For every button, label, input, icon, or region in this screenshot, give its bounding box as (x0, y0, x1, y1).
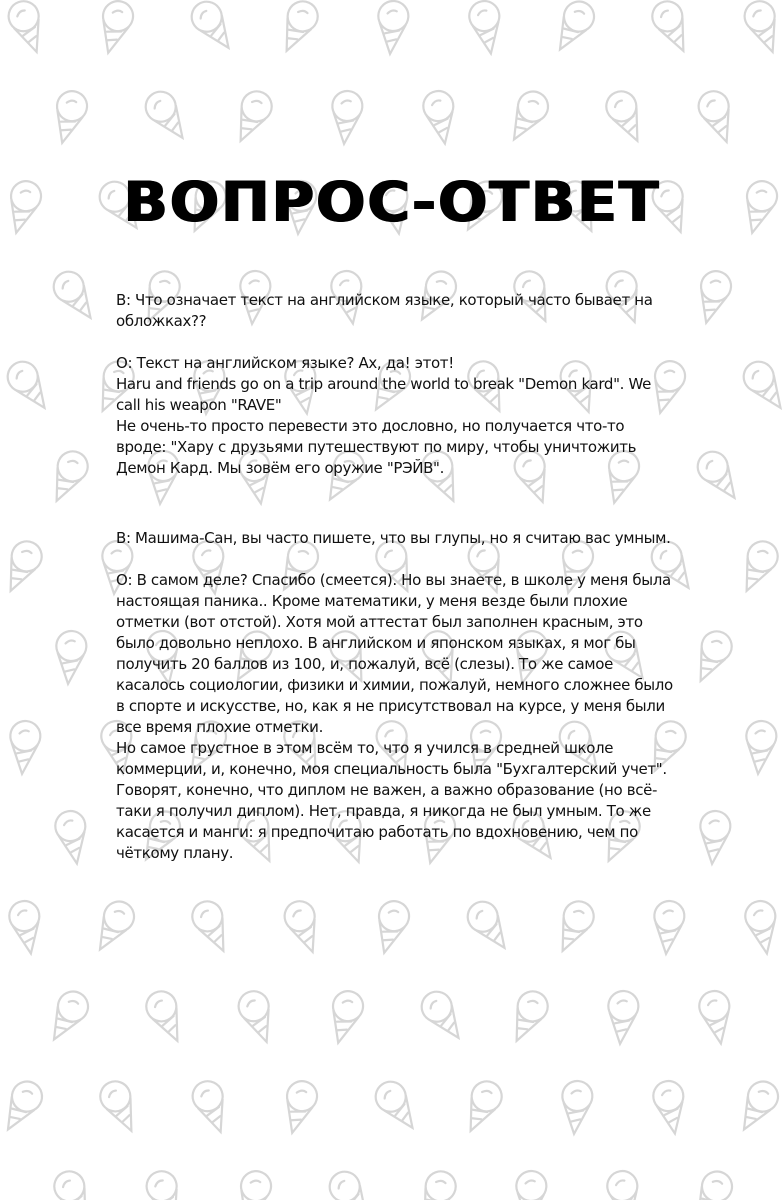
qa-item-1 (116, 290, 676, 479)
ice-cream-doodle-icon (186, 0, 241, 56)
ice-cream-doodle-icon (547, 0, 599, 57)
ice-cream-doodle-icon (694, 87, 740, 147)
ice-cream-doodle-icon (94, 0, 137, 57)
question-1: В: Что означает текст на английском языке, который часто бывает на обложках?? (116, 291, 653, 330)
answer-1-line-2: Haru and friends go on a trip around the world to break "Demon kard". We call his weapon "RAVE" (116, 375, 651, 414)
ice-cream-doodle-icon (142, 1167, 188, 1200)
ice-cream-doodle-icon (187, 896, 237, 957)
answer-2-line-2: Но самое грустное в этом всём то, что я учился в средней школе коммерции, и, конечно, моя специальность была "Бухгалтерский учет". Говорят, конечно, что диплом не важен, а важно образование (но всё-таки я получил диплом). Нет, правда, я никогда не был умным. То же касается и манги: я предпочитаю работать по вдохновению, чем по чёткому плану. (116, 739, 667, 862)
ice-cream-doodle-icon (7, 720, 42, 775)
ice-cream-doodle-icon (4, 0, 50, 57)
ice-cream-doodle-icon (53, 630, 88, 685)
ice-cream-doodle-icon (687, 626, 737, 687)
ice-cream-doodle-icon (467, 0, 506, 56)
qa-item-2 (116, 528, 676, 864)
ice-cream-doodle-icon (605, 990, 640, 1045)
ice-cream-doodle-icon (692, 268, 735, 327)
ice-cream-doodle-icon (324, 1166, 379, 1200)
ice-cream-doodle-icon (685, 1166, 737, 1200)
spacer (116, 332, 676, 353)
ice-cream-doodle-icon (651, 900, 686, 955)
ice-cream-doodle-icon (697, 989, 736, 1046)
ice-cream-doodle-icon (0, 536, 47, 597)
ice-cream-doodle-icon (411, 1166, 461, 1200)
ice-cream-doodle-icon (273, 0, 323, 57)
ice-cream-doodle-icon (53, 809, 92, 866)
ice-cream-doodle-icon (743, 899, 782, 956)
ice-cream-doodle-icon (416, 986, 471, 1047)
ice-cream-doodle-icon (49, 1166, 99, 1200)
ice-cream-doodle-icon (370, 1076, 425, 1137)
ice-cream-doodle-icon (740, 0, 784, 57)
ice-cream-doodle-icon (559, 1080, 594, 1135)
ice-cream-doodle-icon (280, 897, 326, 957)
ice-cream-doodle-icon (733, 536, 783, 597)
ice-cream-doodle-icon (421, 89, 460, 146)
ice-cream-doodle-icon (651, 1079, 690, 1136)
ice-cream-doodle-icon (48, 88, 91, 147)
ice-cream-doodle-icon (140, 86, 195, 147)
ice-cream-doodle-icon (0, 1076, 47, 1137)
ice-cream-doodle-icon (87, 896, 139, 957)
ice-cream-doodle-icon (692, 446, 747, 507)
ice-cream-doodle-icon (601, 86, 651, 147)
page-title: ВОПРОС-ОТВЕТ (123, 169, 661, 235)
ice-cream-doodle-icon (232, 1168, 275, 1200)
ice-cream-doodle-icon (141, 986, 191, 1047)
ice-cream-doodle-icon (647, 0, 697, 57)
ice-cream-doodle-icon (731, 1076, 783, 1137)
ice-cream-doodle-icon (457, 1076, 507, 1137)
ice-cream-doodle-icon (738, 356, 784, 417)
ice-cream-doodle-icon (7, 899, 46, 956)
ice-cream-doodle-icon (95, 1076, 145, 1137)
question-2: В: Машима-Сан, вы часто пишете, что вы глупы, но я считаю вас умным. (116, 529, 671, 547)
ice-cream-doodle-icon (370, 898, 413, 957)
answer-1-line-3: Не очень-то просто перевести это дословно, но получается что-то вроде: "Хару с друзьями путешествуют по миру, чтобы уничтожить Демон Кард. Мы зовём его оружие "РЭЙВ". (116, 417, 637, 477)
ice-cream-doodle-icon (41, 986, 93, 1047)
ice-cream-doodle-icon (278, 1078, 321, 1137)
ice-cream-doodle-icon (697, 810, 732, 865)
answer-2-line-1: О: В самом деле? Спасибо (смеется). Но вы знаете, в школе у меня была настоящая паника.. Кроме математики, у меня везде были плохие отметки (вот отстой). Хотя мой аттестат был заполнен красным, это было довольно неплохо. В английском и японском языках, я мог бы получить 20 баллов из 100, и, пожалуй, всё (слезы). То же самое касалось социологии, физики и химии, пожалуй, немного сложнее было в спорте и искусстве, но, как я не присутствовал на курсе, у меня были все время плохие отметки. (116, 571, 673, 736)
ice-cream-doodle-icon (227, 86, 277, 147)
ice-cream-doodle-icon (43, 446, 93, 507)
ice-cream-doodle-icon (501, 86, 553, 147)
ice-cream-doodle-icon (188, 1077, 234, 1137)
ice-cream-doodle-icon (503, 986, 553, 1047)
ice-cream-doodle-icon (324, 988, 367, 1047)
ice-cream-doodle-icon (513, 1170, 548, 1200)
ice-cream-doodle-icon (549, 896, 599, 957)
ice-cream-doodle-icon (234, 987, 280, 1047)
answer-1-line-1: О: Текст на английском языке? Ах, да! этот! (116, 354, 454, 372)
ice-cream-doodle-icon (48, 266, 103, 327)
spacer (116, 549, 676, 570)
ice-cream-doodle-icon (2, 356, 57, 417)
ice-cream-doodle-icon (329, 90, 364, 145)
ice-cream-doodle-icon (462, 896, 517, 957)
ice-cream-doodle-icon (605, 1169, 644, 1200)
ice-cream-doodle-icon (375, 0, 410, 55)
ice-cream-doodle-icon (743, 720, 778, 775)
